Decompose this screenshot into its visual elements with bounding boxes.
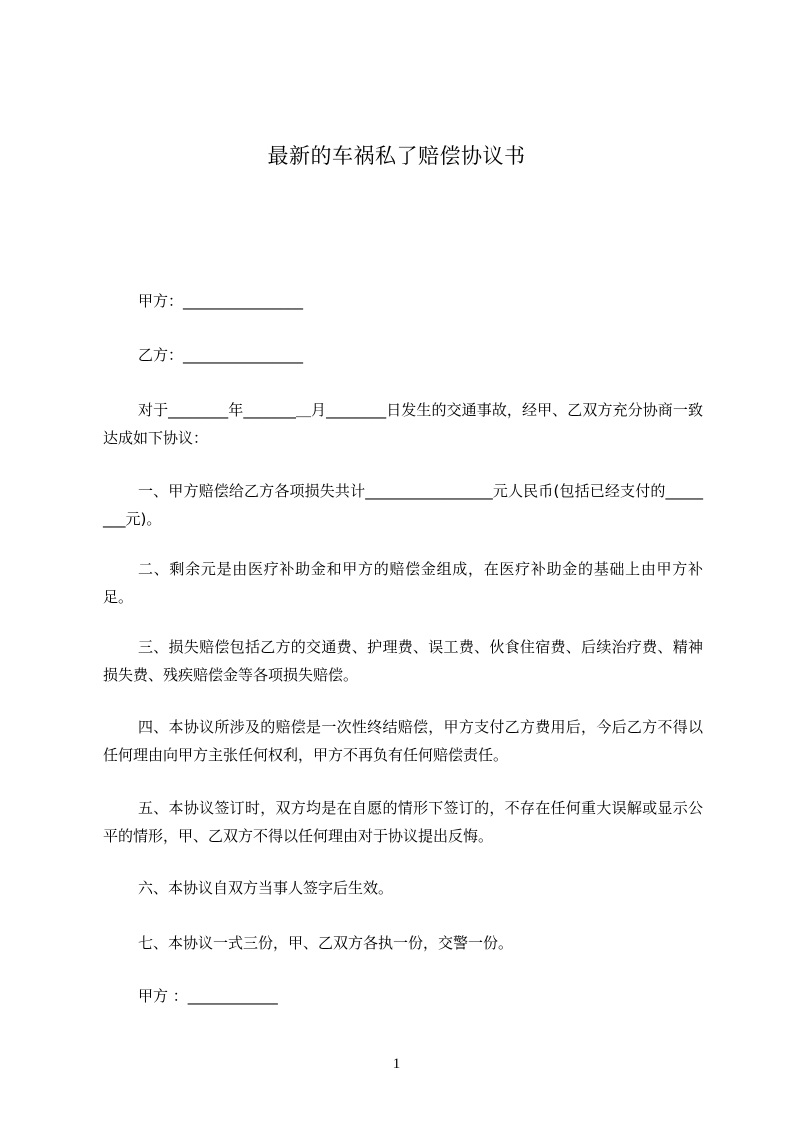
clause-4: 四、本协议所涉及的赔偿是一次性终结赔偿，甲方支付乙方费用后，今后乙方不得以任何理由向甲方主张任何权利，甲方不再负有任何赔偿责任。: [103, 718, 703, 764]
clause-6: 六、本协议自双方当事人签字后生效。: [138, 879, 394, 897]
clause-3: 三、损失赔偿包括乙方的交通费、护理费、误工费、伙食住宿费、后续治疗费、精神损失费、残疾赔偿金等各项损失赔偿。: [103, 638, 703, 684]
party-b-line: 乙方：________________: [138, 346, 304, 364]
clause-2: 二、剩余元是由医疗补助金和甲方的赔偿金组成，在医疗补助金的基础上由甲方补足。: [103, 560, 703, 606]
clause-7: 七、本协议一式三份，甲、乙双方各执一份，交警一份。: [138, 934, 514, 952]
signature-line: 甲方 ：____________: [138, 987, 278, 1005]
clause-intro: 对于________年_______＿月________日发生的交通事故，经甲、乙双方充分协商一致达成如下协议：: [103, 401, 703, 447]
clause-5: 五、本协议签订时，双方均是在自愿的情形下签订的，不存在任何重大误解或显示公平的情形，甲、乙双方不得以任何理由对于协议提出反悔。: [103, 799, 703, 845]
page-number: 1: [392, 1056, 401, 1072]
party-a-line: 甲方：________________: [138, 292, 304, 310]
document-title: 最新的车祸私了赔偿协议书: [267, 144, 526, 168]
clause-1: 一、甲方赔偿给乙方各项损失共计_________________元人民币(包括已经支付的________元)。: [103, 482, 703, 528]
